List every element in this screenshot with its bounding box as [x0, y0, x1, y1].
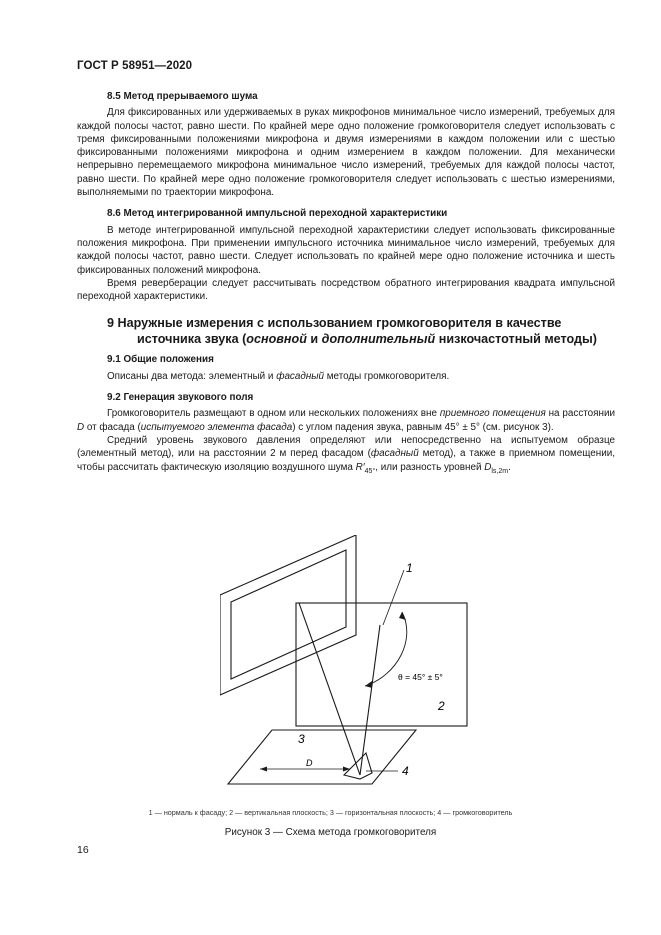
figure-legend: 1 — нормаль к фасаду; 2 — вертикальная плоскость; 3 — горизонтальная плоскость; 4 — громкоговоритель — [148, 808, 513, 817]
section-9-2-heading: 9.2 Генерация звукового поля — [107, 392, 254, 404]
section-8-6-paragraph-2: Время реверберации следует рассчитывать посредством обратного интегрирования квадрата импульсной переходной характеристики. — [77, 277, 615, 303]
figure-label-1: 1 — [406, 561, 413, 575]
angle-label: θ = 45° ± 5° — [398, 672, 443, 682]
text-run: на расстоянии — [545, 408, 615, 420]
text-emphasis: приемного помещения — [439, 408, 546, 420]
section-9-2-paragraph-1 — [77, 407, 615, 434]
section-8-5-paragraph: Для фиксированных или удерживаемых в руках микрофонов минимальное число измерений, требуемых для каждой полосы частот, равно шести. По крайней мере одно положение громкоговорителя следует использовать с тремя фиксированными положениями микрофона и двумя измерениями в каждом положении или с шестью фиксированными положениями микрофона и одним измерением в каждом положении. Для механически непрерывно перемещаемого микрофона минимальное число измерений, требуемых для каждой полосы частот, равно шести. По крайней мере одно положение громкоговорителя следует использовать с шестью измерениями, выполняемыми по траектории микрофона. — [77, 107, 615, 199]
horizontal-plane — [228, 730, 416, 784]
text-emphasis: фасадный — [276, 370, 325, 382]
section-8-6-paragraph-1: В методе интегрированной импульсной переходной характеристики следует использовать фиксированные положения микрофона. При применении импульсного источника минимальное число измерений, требуемых для каждой полосы частот, равно шести. Следует использовать по крайней мере одно положение источника и шесть фиксированных положений микрофона. — [77, 224, 615, 276]
text-run: метод), а также в приемном помещении, чтобы рассчитать фактическую изоляцию воздушного шума — [77, 448, 615, 473]
section-9-1-heading: 9.1 Общие положения — [107, 354, 214, 366]
figure-label-2: 2 — [438, 699, 445, 713]
section-9-2-paragraph-2 — [77, 434, 615, 478]
heading-emphasis-additional: дополнительный — [321, 332, 436, 347]
text-run: . — [508, 461, 511, 473]
document-body — [77, 90, 615, 478]
symbol-subscript: ls,2m — [491, 467, 509, 475]
sound-ray-line — [299, 603, 360, 775]
document-header: ГОСТ Р 58951—2020 — [77, 60, 193, 72]
arrowhead-angle-top — [399, 612, 406, 620]
loudspeaker-symbol — [344, 753, 372, 779]
symbol-r-prime: R′ — [355, 461, 365, 473]
facade-normal-line — [360, 625, 380, 775]
section-9-heading-line1: 9 Наружные измерения с использованием громкоговорителя в качестве — [107, 316, 562, 331]
section-9-1-paragraph — [77, 370, 615, 383]
symbol-subscript: 45° — [364, 467, 376, 475]
text-emphasis: испытуемого элемента фасада — [140, 421, 293, 433]
text-run: Средний уровень звукового давления определяют или непосредственно на испытуемом образце (элементный метод), или на расстоянии 2 м перед фасадом ( — [77, 434, 615, 460]
facade-inner-frame — [231, 550, 346, 679]
figure-caption: Рисунок 3 — Схема метода громкоговорителя — [224, 827, 437, 838]
text-run: ) с углом падения звука, равным 45° ± 5° (см. рисунок 3). — [292, 421, 554, 433]
text-run: от фасада ( — [84, 421, 141, 433]
heading-text: источника звука ( — [137, 332, 247, 347]
arrowhead-d-left — [260, 767, 267, 772]
heading-text: и — [306, 332, 322, 347]
text-emphasis: D — [77, 421, 85, 433]
text-emphasis: фасадный — [370, 448, 419, 460]
text-run: методы громкоговорителя. — [324, 370, 450, 382]
text-run: , или разность уровней — [375, 461, 485, 473]
arrowhead-angle-bottom — [365, 681, 372, 688]
facade-outer-frame — [220, 535, 356, 695]
figure-label-3: 3 — [298, 732, 305, 746]
dimension-label-d: D — [306, 758, 313, 768]
heading-emphasis-main: основной — [246, 332, 307, 347]
section-9-heading — [107, 315, 615, 347]
section-8-6-heading: 8.6 Метод интегрированной импульсной переходной характеристики — [107, 208, 448, 220]
section-8-5-heading: 8.5 Метод прерываемого шума — [107, 91, 258, 102]
page-number: 16 — [77, 844, 89, 856]
figure-label-4: 4 — [402, 764, 409, 778]
heading-text: низкочастотный методы) — [435, 332, 597, 347]
text-run: Громкоговоритель размещают в одном или нескольких положениях вне — [107, 408, 440, 420]
symbol-d: D — [484, 461, 492, 473]
text-run: Описаны два метода: элементный и — [107, 370, 277, 382]
loudspeaker-method-figure — [220, 535, 480, 800]
section-9-heading-line2 — [137, 331, 615, 347]
